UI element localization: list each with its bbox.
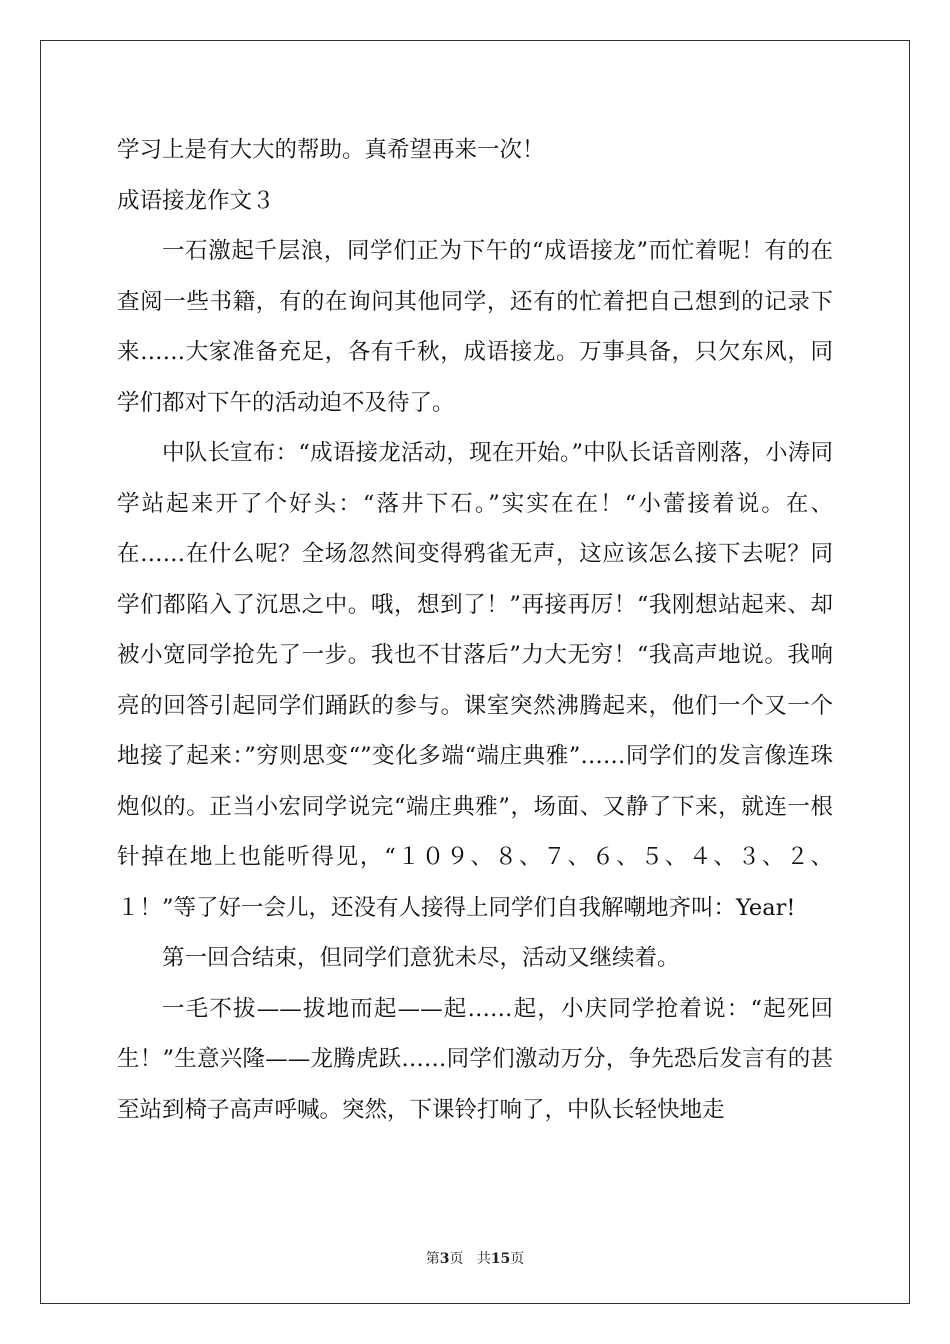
page-footer — [0, 1248, 950, 1268]
section-heading: 成语接龙作文３ — [117, 187, 275, 214]
page-number: 3 — [439, 1251, 450, 1267]
page-prefix: 第 — [425, 1251, 440, 1267]
paragraph: 一毛不拔——拔地而起——起……起，小庆同学抢着说：“起死回生！”生意兴隆——龙腾虎跃……同学们激动万分，争先恐后发言有的甚至站到椅子高声呼喊。突然，下课铃打响了，中队长轻快地走 — [117, 995, 833, 1123]
total-prefix: 共 — [476, 1251, 491, 1267]
paragraph: 学习上是有大大的帮助。真希望再来一次！ — [117, 137, 545, 163]
total-suffix: 页 — [510, 1251, 525, 1267]
total-pages: 15 — [490, 1251, 511, 1267]
paragraph: 第一回合结束，但同学们意犹未尽，活动又继续着。 — [162, 945, 680, 971]
paragraph: 中队长宣布：“成语接龙活动，现在开始。”中队长话音刚落，小涛同学站起来开了个好头：“落井下石。”实实在在！“小蕾接着说。在、在……在什么呢？全场忽然间变得鸦雀无声，这应该怎么接下去呢？同学们都陷入了沉思之中。哦，想到了！”再接再厉！“我刚想站起来、却被小宽同学抢先了一步。我也不甘落后”力大无穷！“我高声地说。我响亮的回答引起同学们踊跃的参与。课室突然沸腾起来，他们一个又一个地接了起来：”穷则思变“”变化多端“端庄典雅”……同学们的发言像连珠炮似的。正当小宏同学说完“端庄典雅”，场面、又静了下来，就连一根针掉在地上也能听得见，“１０９、８、７、６、５、４、３、２、１！”等了好一会儿，还没有人接得上同学们自我解嘲地齐叫：Year! — [117, 440, 833, 921]
document-body — [117, 125, 833, 1135]
page-suffix: 页 — [449, 1251, 464, 1267]
paragraph: 一石激起千层浪，同学们正为下午的“成语接龙”而忙着呢！有的在查阅一些书籍，有的在询问其他同学，还有的忙着把自己想到的记录下来……大家准备充足，各有千秋，成语接龙。万事具备，只欠东风，同学们都对下午的活动迫不及待了。 — [117, 238, 833, 416]
